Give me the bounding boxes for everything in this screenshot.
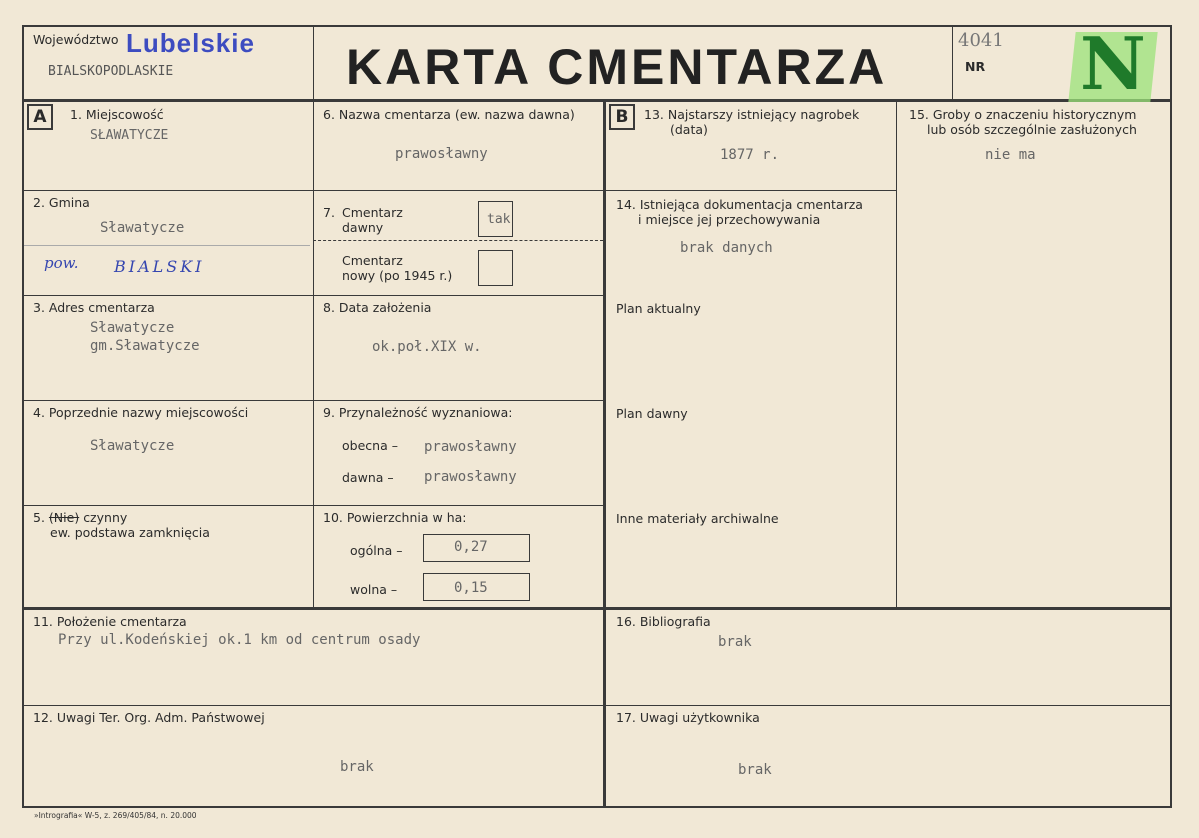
divider (22, 190, 603, 191)
field-5-status: czynny (83, 510, 128, 525)
section-b-marker: B (609, 104, 635, 130)
field-4-value: Sławatycze (90, 438, 175, 454)
divider (313, 25, 314, 100)
field-9-dawna-label: dawna – (342, 470, 394, 485)
divider (22, 400, 603, 401)
field-10-wolna-label: wolna – (350, 582, 398, 597)
nr-handwritten: 4041 (958, 30, 1004, 51)
page-title: KARTA CMENTARZA (346, 39, 888, 95)
field-7-dawny-line2: dawny (342, 220, 384, 235)
field-11-value: Przy ul.Kodeńskiej ok.1 km od centrum osady (58, 632, 421, 648)
field-14-label-line2: i miejsce jej przechowywania (638, 212, 821, 227)
divider (896, 100, 897, 608)
field-16-value: brak (718, 634, 752, 650)
field-9-dawna-value: prawosławny (424, 469, 517, 485)
field-7-dawny-value: tak (487, 212, 511, 227)
old-wojewodztwo-value: BIALSKOPODLASKIE (48, 64, 174, 79)
field-8-label: 8. Data założenia (323, 300, 432, 315)
field-10-wolna-value: 0,15 (454, 580, 488, 596)
field-17-value: brak (738, 762, 772, 778)
marker-letter: N (1080, 21, 1146, 106)
field-10-label: 10. Powierzchnia w ha: (323, 510, 467, 525)
divider (22, 607, 1172, 610)
divider (22, 505, 603, 506)
divider (22, 99, 1172, 102)
nr-label: NR (965, 59, 986, 74)
field-2-label: 2. Gmina (33, 195, 90, 210)
field-12-label: 12. Uwagi Ter. Org. Adm. Państwowej (33, 710, 265, 725)
field-7-nowy-line2: nowy (po 1945 r.) (342, 268, 453, 283)
field-13-label-line1: 13. Najstarszy istniejący nagrobek (644, 107, 860, 122)
field-1-value: SŁAWATYCZE (90, 128, 169, 143)
divider (22, 705, 1172, 706)
field-4-label: 4. Poprzednie nazwy miejscowości (33, 405, 249, 420)
wojewodztwo-stamp: Lubelskie (126, 28, 255, 58)
field-17-label: 17. Uwagi użytkownika (616, 710, 760, 725)
field-7-nowy-box (478, 250, 513, 286)
field-14-value: brak danych (680, 240, 773, 256)
field-11-label: 11. Położenie cmentarza (33, 614, 187, 629)
field-5-label-line2: ew. podstawa zamknięcia (50, 525, 210, 540)
divider (24, 245, 310, 246)
field-16-label: 16. Bibliografia (616, 614, 711, 629)
field-2-pow-prefix: pow. (44, 254, 79, 272)
divider (603, 190, 896, 191)
field-9-obecna-value: prawosławny (424, 439, 517, 455)
divider (22, 295, 603, 296)
field-2-pow-value: BIALSKI (114, 257, 205, 276)
inne-materialy-label: Inne materiały archiwalne (616, 511, 779, 526)
field-15-label-line2: lub osób szczególnie zasłużonych (927, 122, 1137, 137)
field-15-label-line1: 15. Groby o znaczeniu historycznym (909, 107, 1137, 122)
field-7-number: 7. (323, 205, 335, 220)
plan-dawny-label: Plan dawny (616, 406, 688, 421)
field-14-label-line1: 14. Istniejąca dokumentacja cmentarza (616, 197, 863, 212)
field-9-obecna-label: obecna – (342, 438, 398, 453)
field-7-nowy-line1: Cmentarz (342, 253, 403, 268)
field-13-label-line2: (data) (670, 122, 708, 137)
divider (603, 100, 606, 808)
field-9-label: 9. Przynależność wyznaniowa: (323, 405, 513, 420)
field-5-label (33, 510, 127, 525)
field-10-ogolna-label: ogólna – (350, 543, 403, 558)
divider (313, 240, 603, 241)
field-3-label: 3. Adres cmentarza (33, 300, 155, 315)
field-3-value-line2: gm.Sławatycze (90, 338, 200, 354)
field-15-value: nie ma (985, 147, 1036, 163)
field-5-number: 5. (33, 510, 45, 525)
wojewodztwo-label: Województwo (33, 32, 119, 47)
field-2-value: Sławatycze (100, 220, 185, 236)
field-7-dawny-line1: Cmentarz (342, 205, 403, 220)
field-6-value: prawosławny (395, 146, 488, 162)
field-6-label: 6. Nazwa cmentarza (ew. nazwa dawna) (323, 107, 575, 122)
print-footer: »Intrografia« W-5, z. 269/405/84, n. 20.000 (34, 811, 197, 820)
divider (313, 100, 314, 608)
plan-aktualny-label: Plan aktualny (616, 301, 701, 316)
field-1-label: 1. Miejscowość (70, 107, 164, 122)
field-5-struck: (Nie) (48, 510, 80, 525)
section-a-marker: A (27, 104, 53, 130)
field-10-ogolna-value: 0,27 (454, 539, 488, 555)
field-8-value: ok.poł.XIX w. (372, 339, 482, 355)
field-13-value: 1877 r. (720, 147, 780, 163)
field-12-value: brak (340, 759, 374, 775)
divider (952, 25, 953, 100)
field-3-value-line1: Sławatycze (90, 320, 175, 336)
